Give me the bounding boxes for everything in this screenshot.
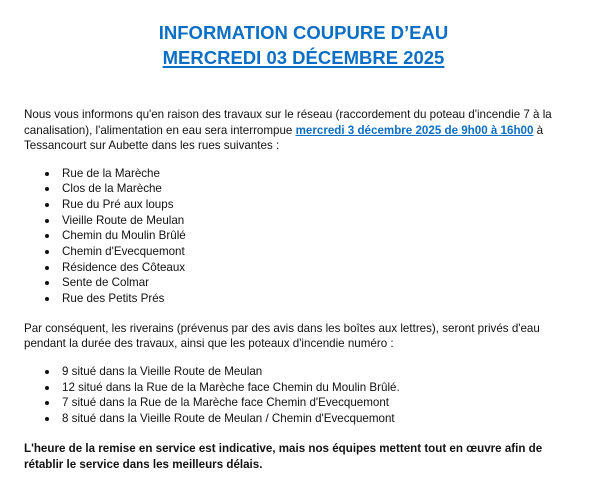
list-item-hydrant: 7 situé dans la Rue de la Marèche face Chemin d'Evecquemont	[24, 395, 583, 411]
hydrants-list	[24, 364, 583, 427]
list-item-street: Chemin d'Evecquemont	[24, 244, 583, 260]
list-item-street: Rue de la Marèche	[24, 166, 583, 182]
intro-paragraph	[24, 107, 583, 154]
consequence-paragraph: Par conséquent, les riverains (prévenus par des avis dans les boîtes aux lettres), seront privés d'eau pendant la durée des travaux, ainsi que les poteaux d'incendie numéro :	[24, 321, 540, 351]
notice-title	[24, 20, 583, 70]
title-text: INFORMATION COUPURE D’EAU	[158, 22, 449, 43]
list-item-street: Vieille Route de Meulan	[24, 213, 583, 229]
list-item-street: Rue des Petits Prés	[24, 291, 583, 307]
list-item-street: Clos de la Marèche	[24, 181, 583, 197]
streets-list	[24, 166, 583, 307]
list-item-street: Chemin du Moulin Brûlé	[24, 228, 583, 244]
list-item-street: Rue du Pré aux loups	[24, 197, 583, 213]
title-date: MERCREDI 03 DÉCEMBRE 2025	[162, 47, 445, 68]
closing-note: L'heure de la remise en service est indicative, mais nos équipes mettent tout en œuvre afin de rétablir le service dans les meilleurs délais.	[24, 441, 543, 471]
list-item-hydrant: 9 situé dans la Vieille Route de Meulan	[24, 364, 583, 380]
list-item-street: Résidence des Côteaux	[24, 260, 583, 276]
intro-text-before: Nous vous informons qu'en raison des travaux sur le réseau (raccordement du poteau d'incendie 7 à la canalisation), l'alimentation en eau sera interrompue	[24, 108, 552, 137]
list-item-hydrant: 8 situé dans la Vieille Route de Meulan / Chemin d'Evecquemont	[24, 411, 583, 427]
list-item-street: Sente de Colmar	[24, 275, 583, 291]
interruption-datetime: mercredi 3 décembre 2025 de 9h00 à 16h00	[295, 123, 534, 137]
intro-text-after: à Tessancourt sur Aubette dans les rues suivantes :	[24, 123, 544, 152]
list-item-hydrant: 12 situé dans la Rue de la Marèche face Chemin du Moulin Brûlé.	[24, 380, 583, 396]
